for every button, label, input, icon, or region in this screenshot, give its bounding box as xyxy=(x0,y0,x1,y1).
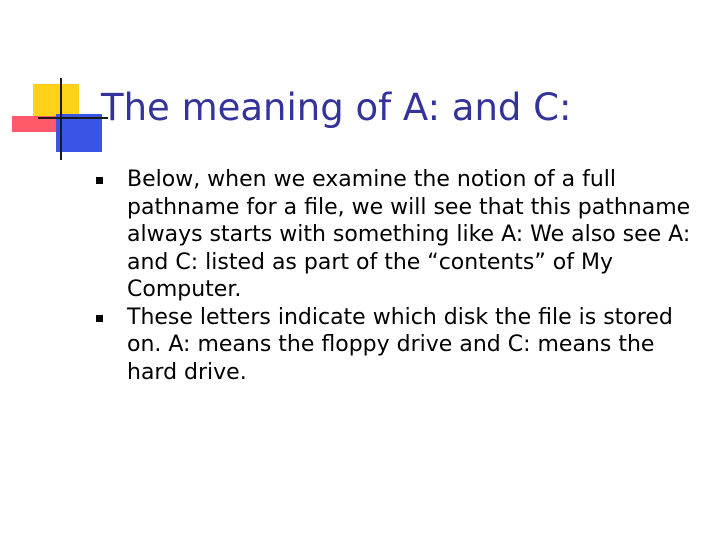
square-bullet-icon xyxy=(96,177,103,184)
bullet-text: These letters indicate which disk the file is stored on. A: means the floppy drive and C: means the hard drive. xyxy=(127,304,673,385)
logo-blue-square xyxy=(56,114,102,152)
square-bullet-icon xyxy=(96,315,103,322)
bullet-text: Below, when we examine the notion of a full pathname for a file, we will see that this pathname always starts with something like A: We also see A: and C: listed as part of the “contents” of My Computer. xyxy=(127,167,691,302)
logo-horizontal-line xyxy=(38,117,108,119)
bullet-item xyxy=(96,166,706,304)
logo-vertical-line xyxy=(60,78,62,160)
bullet-item xyxy=(96,304,706,387)
bullet-list xyxy=(96,166,706,386)
slide-logo-icon xyxy=(0,0,110,170)
slide-title: The meaning of A: and C: xyxy=(101,86,572,129)
